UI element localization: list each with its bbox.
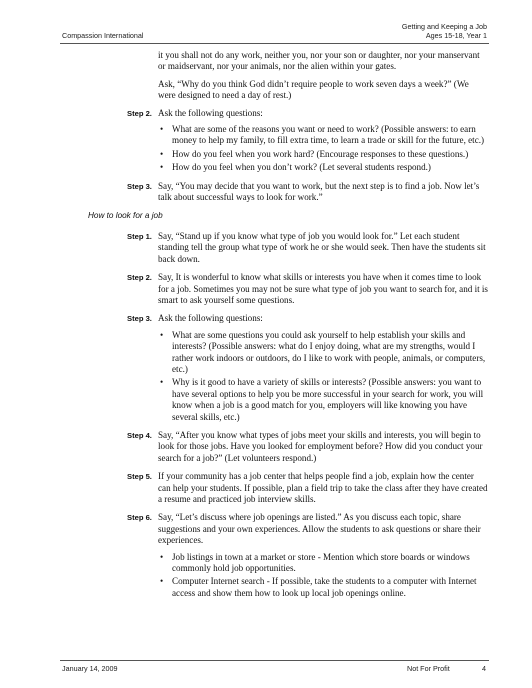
step-2	[118, 272, 488, 306]
bullet-icon: •	[160, 124, 164, 135]
step-text: Say, “Stand up if you know what type of job you would look for.” Let each student standing tell the group what type of work he or she would seek. Then have the students sit back down.	[158, 230, 486, 264]
footer-divider	[60, 660, 489, 661]
list-item: • What are some of the reasons you want or need to work? (Possible answers: to earn money to help my family, to fill extra time, to learn a trade or skill for the future, etc.)	[160, 124, 485, 146]
header-title-line1: Getting and Keeping a Job	[401, 22, 487, 31]
step-text: Say, “You may decide that you want to work, but the next step is to find a job. Now let’s talk about successful ways to look for work.”	[158, 180, 480, 203]
step-text: Say, “After you know what types of jobs meet your skills and interests, you will begin to look for those jobs. Have you looked for employment before? How did you conduct your search for a job?” (Let volunteers respond.)	[158, 429, 483, 463]
step-label: Step 4.	[127, 430, 152, 440]
header-divider	[60, 43, 489, 44]
list-item: • How do you feel when you don’t work? (Let several students respond.)	[160, 162, 431, 173]
step-3	[118, 313, 488, 423]
step-label: Step 1.	[127, 231, 152, 241]
list-item: • Job listings in town at a market or store - Mention which store boards or windows commonly hold job opportunities.	[160, 551, 470, 574]
list-item: • Why is it good to have a variety of skills or interests? (Possible answers: you want to have several options to help you be more successful in your search for work, you will know when a job is a good match for you, employers will like knowing you have several skills, etc.)	[160, 377, 484, 422]
step-1	[118, 231, 488, 265]
bullet-icon: •	[160, 576, 164, 587]
step-label: Step 2.	[127, 273, 152, 283]
bullet-icon: •	[160, 329, 164, 340]
bullet-icon: •	[160, 162, 164, 173]
step-2-first	[118, 108, 488, 174]
step-label: Step 5.	[127, 472, 152, 482]
footer-date: January 14, 2009	[62, 664, 118, 673]
step-5	[118, 471, 488, 505]
listing-sources-list	[158, 552, 488, 600]
document-body	[88, 50, 488, 606]
step-label: Step 6.	[127, 513, 152, 523]
question-list	[158, 124, 488, 174]
intro-paragraph-2: Ask, “Why do you think God didn’t require people to work seven days a week?” (We were designed to need a day of rest.)	[158, 78, 469, 101]
step-text: Ask the following questions:	[158, 107, 263, 118]
step-text: If your community has a job center that helps people find a job, explain how the center can help your students. If possible, plan a field trip to take the class after they have created a resume and practiced job interview skills.	[158, 471, 488, 504]
bullet-icon: •	[160, 551, 164, 562]
step-4	[118, 430, 488, 464]
step-label: Step 2.	[127, 108, 152, 118]
header-organization: Compassion International	[62, 31, 144, 40]
list-item: • How do you feel when you work hard? (Encourage responses to these questions.)	[160, 148, 469, 159]
list-item: • What are some questions you could ask yourself to help establish your skills and interests? (Possible answers: what do I enjoy doing, what are my strengths, would I rather work indoors or outdoors, do I like to work with people, animals, or computers, etc.)	[160, 329, 486, 374]
bullet-icon: •	[160, 148, 164, 159]
page-number: 4	[482, 664, 486, 673]
header-title-line2: Ages 15-18, Year 1	[425, 31, 487, 40]
bullet-icon: •	[160, 377, 164, 388]
intro-paragraph-1: it you shall not do any work, neither you, nor your son or daughter, nor your manservant or maidservant, nor your animals, nor the alien within your gates.	[158, 50, 480, 72]
footer-notice: Not For Profit	[407, 664, 450, 673]
section-heading: How to look for a job	[88, 211, 163, 221]
question-list	[158, 330, 488, 423]
step-text: Ask the following questions:	[158, 313, 263, 324]
step-label: Step 3.	[127, 314, 152, 324]
step-6	[118, 512, 488, 599]
step-3-first	[118, 181, 488, 204]
header-title	[402, 22, 487, 40]
list-item: • Computer Internet search - If possible, take the students to a computer with Internet access and show them how to look up local job openings online.	[160, 576, 477, 598]
step-text: Say, It is wonderful to know what skills or interests you have when it comes time to look for a job. Sometimes you may not be sure what type of job you want to search for, and it is smart to ask yourself some questions.	[158, 272, 488, 305]
step-text: Say, “Let’s discuss where job openings are listed.” As you discuss each topic, share suggestions and your own experiences. Allow the students to ask questions or share their experiences.	[158, 512, 481, 546]
step-label: Step 3.	[127, 181, 152, 191]
